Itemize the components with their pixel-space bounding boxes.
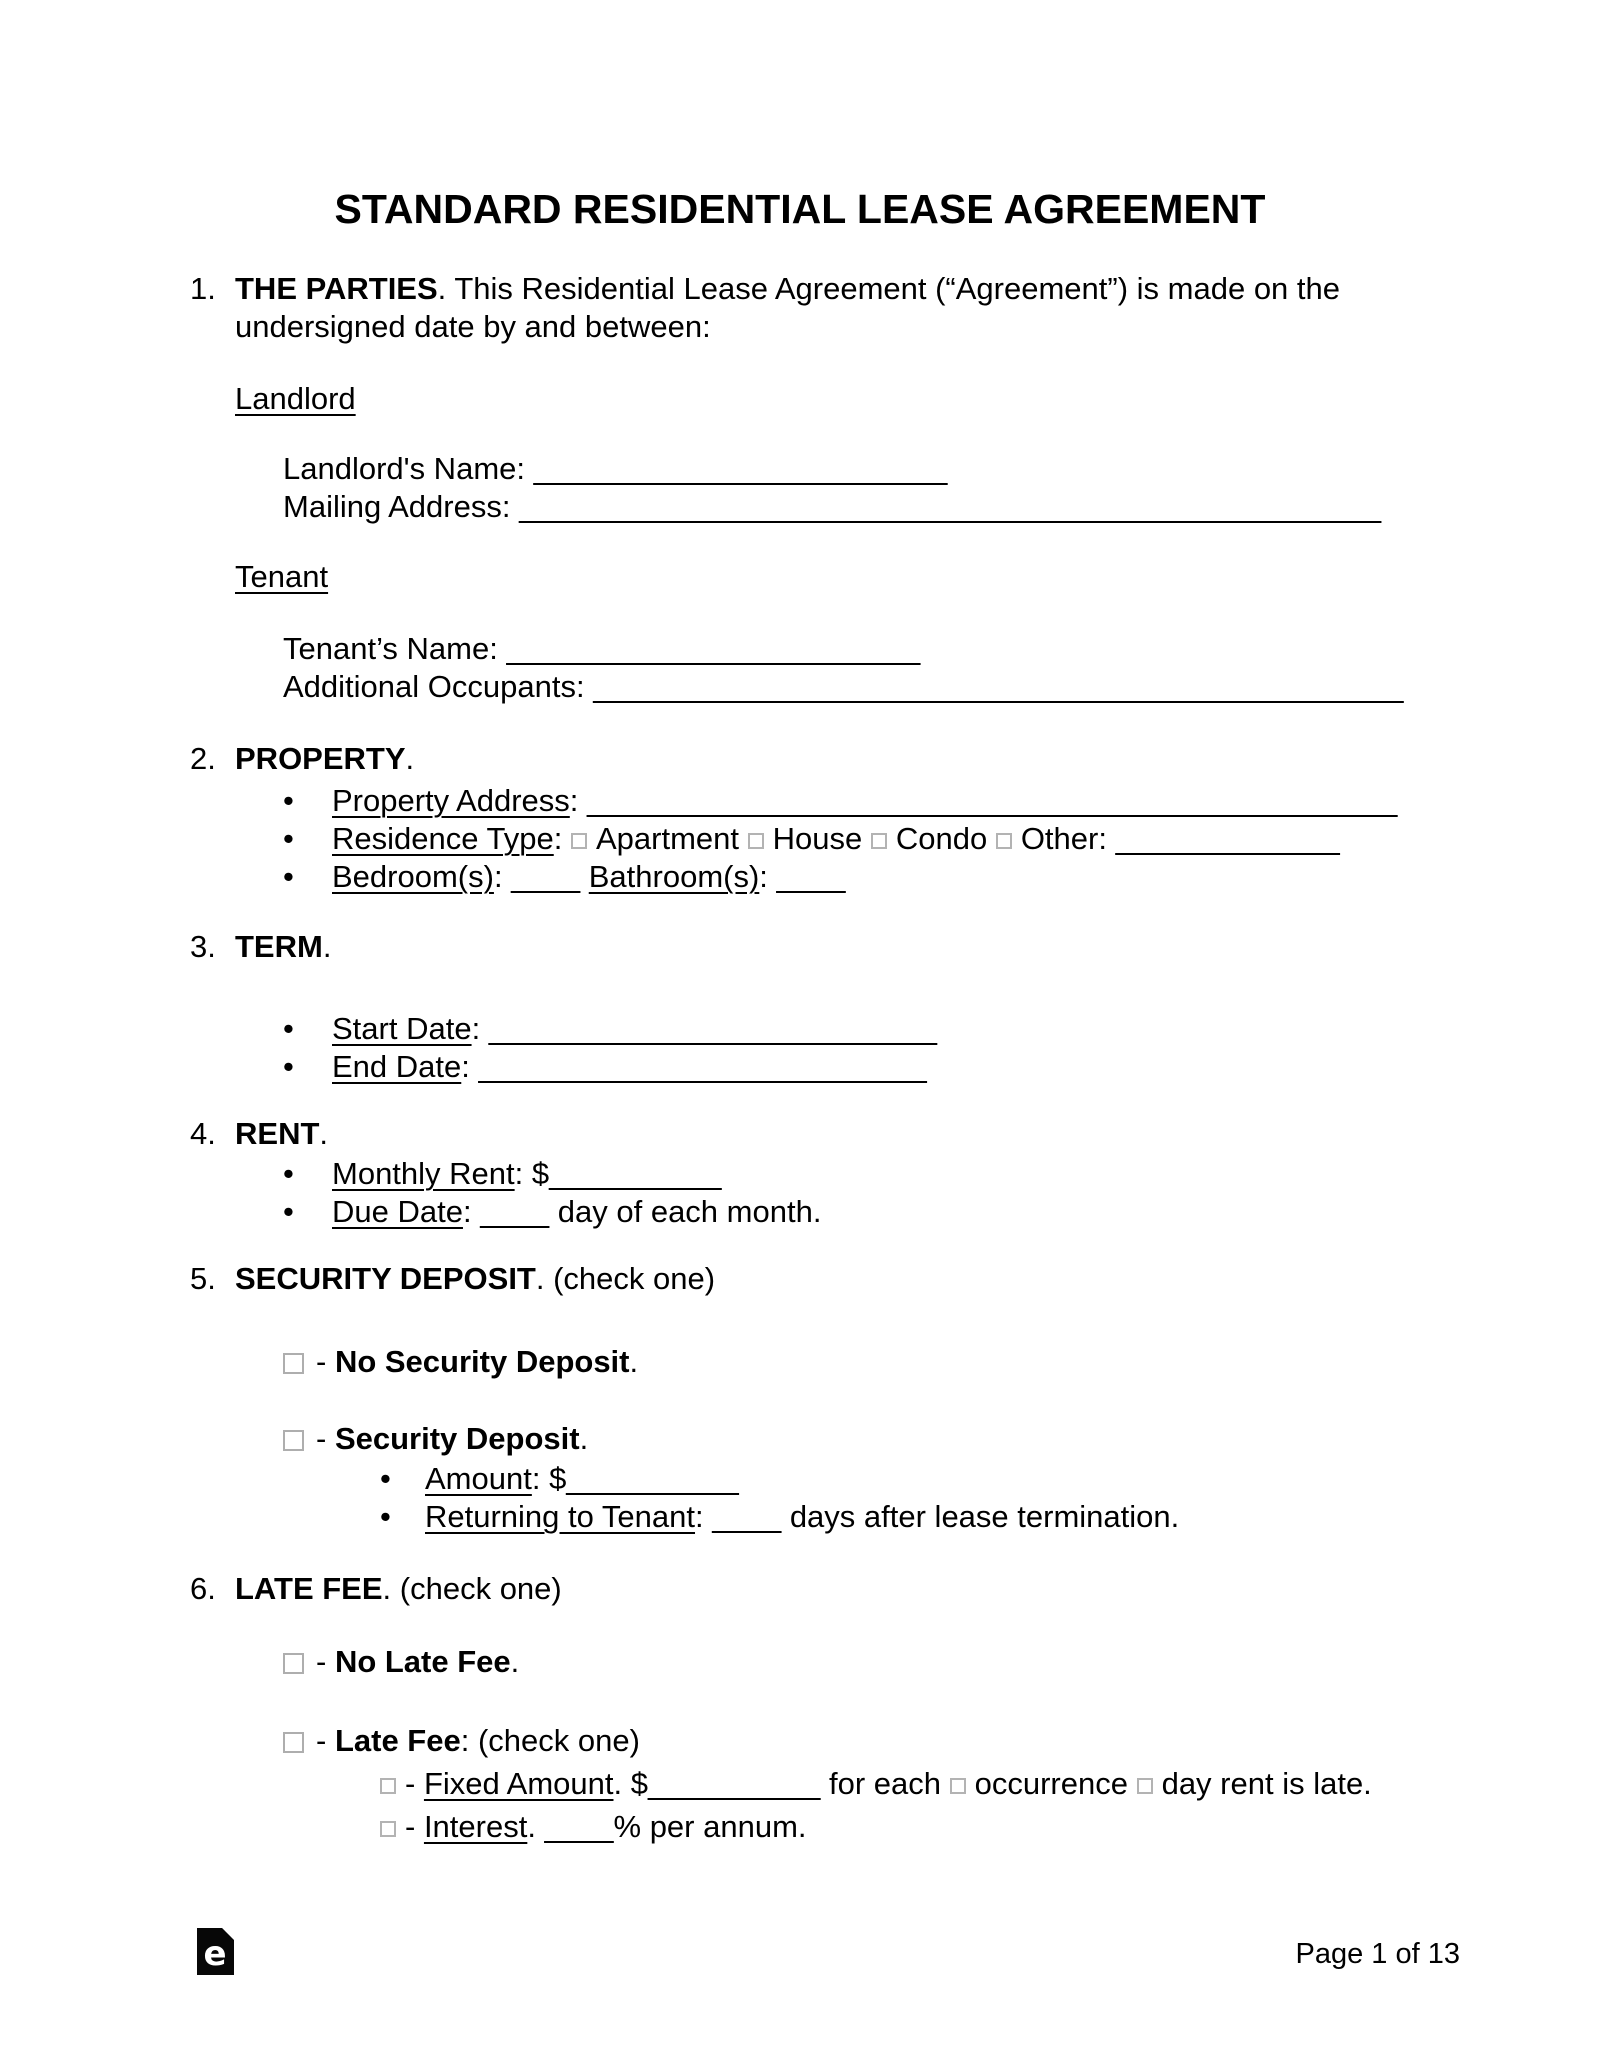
interest-dash: - — [405, 1809, 424, 1844]
section-2-number: 2. — [190, 741, 216, 776]
fixed-amount-blank: . $__________ for each — [613, 1766, 950, 1801]
fixed-amount-row — [380, 1765, 1372, 1803]
bullet-icon: • — [283, 1194, 294, 1229]
section-4-heading-period: . — [319, 1116, 329, 1151]
section-4-heading-row — [190, 1115, 328, 1153]
interest-row — [380, 1808, 807, 1846]
bullet-icon: • — [283, 783, 294, 818]
interest-label: Interest — [423, 1809, 528, 1844]
section-5-heading-rest: . (check one) — [535, 1261, 716, 1296]
residence-type-label: Residence Type — [332, 821, 554, 856]
residence-type-row — [283, 820, 1340, 858]
bullet-icon: • — [283, 859, 294, 894]
bullet-icon: • — [380, 1499, 391, 1534]
checkbox-security-deposit[interactable] — [283, 1430, 304, 1451]
section-5-number: 5. — [190, 1261, 216, 1296]
returning-to-tenant-label: Returning to Tenant — [425, 1499, 696, 1534]
end-date-row — [283, 1048, 927, 1086]
section-5-heading-row — [190, 1260, 715, 1298]
tenant-name-row — [283, 630, 920, 668]
fixed-amount-dash: - — [405, 1766, 424, 1801]
due-date-label: Due Date — [332, 1194, 463, 1229]
bedroom-label: Bedroom(s) — [332, 859, 494, 894]
no-security-deposit-row — [283, 1343, 638, 1381]
mailing-address-label: Mailing Address: — [283, 489, 511, 524]
late-fee-row — [283, 1722, 640, 1760]
no-security-deposit-period: . — [629, 1344, 639, 1379]
section-1-heading: THE PARTIES — [235, 271, 438, 306]
late-fee-label: Late Fee — [334, 1723, 461, 1758]
section-6-heading-row — [190, 1570, 562, 1608]
occurrence-label: occurrence — [974, 1766, 1137, 1801]
tenant-heading-row — [235, 558, 328, 596]
bedroom-blank: : ____ — [493, 859, 589, 894]
document-title: STANDARD RESIDENTIAL LEASE AGREEMENT — [334, 186, 1266, 232]
security-deposit-label: Security Deposit — [334, 1421, 580, 1456]
section-6-heading: LATE FEE — [235, 1571, 383, 1606]
tenant-heading: Tenant — [235, 559, 329, 594]
end-date-blank: : __________________________ — [461, 1049, 927, 1084]
checkbox-fixed-amount[interactable] — [380, 1778, 396, 1794]
section-1-number: 1. — [190, 271, 216, 306]
start-date-row — [283, 1010, 937, 1048]
monthly-rent-blank: : $__________ — [514, 1156, 722, 1191]
section-3-heading-period: . — [322, 929, 332, 964]
checkbox-house[interactable] — [748, 833, 764, 849]
mailing-address-blank: __________________________________________________ — [510, 489, 1382, 524]
section-3-number: 3. — [190, 929, 216, 964]
bedroom-bathroom-row — [283, 858, 846, 896]
no-security-deposit-label: No Security Deposit — [334, 1344, 630, 1379]
house-label: House — [772, 821, 871, 856]
additional-occupants-row — [283, 668, 1404, 706]
fixed-amount-label: Fixed Amount — [423, 1766, 614, 1801]
section-2-heading: PROPERTY — [235, 741, 406, 776]
late-fee-dash: - — [316, 1723, 335, 1758]
additional-occupants-blank: _______________________________________________ — [584, 669, 1404, 704]
security-deposit-row — [283, 1420, 588, 1458]
security-deposit-period: . — [579, 1421, 589, 1456]
condo-label: Condo — [895, 821, 996, 856]
other-label-blank: Other: _____________ — [1020, 821, 1340, 856]
eforms-logo-letter: e — [203, 1934, 227, 1974]
tenant-name-label: Tenant’s Name: — [283, 631, 498, 666]
section-6-heading-rest: . (check one) — [382, 1571, 562, 1606]
section-1-intro-line-1 — [190, 270, 1340, 308]
property-address-blank: : _______________________________________________ — [569, 783, 1398, 818]
mailing-address-row — [283, 488, 1381, 526]
start-date-label: Start Date — [332, 1011, 472, 1046]
deposit-amount-label: Amount — [425, 1461, 532, 1496]
tenant-name-blank: ________________________ — [497, 631, 921, 666]
section-3-heading: TERM — [235, 929, 323, 964]
eforms-logo — [197, 1928, 234, 1983]
start-date-blank: : __________________________ — [471, 1011, 938, 1046]
page-number: Page 1 of 13 — [1295, 1938, 1460, 1970]
checkbox-other[interactable] — [996, 833, 1012, 849]
landlord-heading-row — [235, 380, 356, 418]
checkbox-per-day[interactable] — [1137, 1778, 1153, 1794]
checkbox-condo[interactable] — [871, 833, 887, 849]
section-1-intro-line-2: undersigned date by and between: — [235, 309, 711, 344]
per-day-label: day rent is late. — [1161, 1766, 1372, 1801]
returning-to-tenant-blank: : ____ days after lease termination. — [695, 1499, 1180, 1534]
interest-blank: . ____% per annum. — [527, 1809, 807, 1844]
bullet-icon: • — [380, 1461, 391, 1496]
checkbox-occurrence[interactable] — [950, 1778, 966, 1794]
section-4-number: 4. — [190, 1116, 216, 1151]
no-late-fee-dash: - — [316, 1644, 335, 1679]
bullet-icon: • — [283, 1156, 294, 1191]
no-security-deposit-dash: - — [316, 1344, 335, 1379]
no-late-fee-label: No Late Fee — [334, 1644, 511, 1679]
due-date-row — [283, 1193, 821, 1231]
due-date-blank: : ____ day of each month. — [462, 1194, 822, 1229]
section-2-heading-period: . — [405, 741, 415, 776]
returning-to-tenant-row — [380, 1498, 1179, 1536]
section-2-heading-row — [190, 740, 414, 778]
section-4-heading: RENT — [235, 1116, 320, 1151]
landlord-heading: Landlord — [235, 381, 356, 416]
landlord-name-blank: ________________________ — [525, 451, 948, 486]
no-late-fee-row — [283, 1643, 519, 1681]
late-fee-rest: : (check one) — [460, 1723, 640, 1758]
section-6-number: 6. — [190, 1571, 216, 1606]
no-late-fee-period: . — [510, 1644, 520, 1679]
additional-occupants-label: Additional Occupants: — [283, 669, 585, 704]
deposit-amount-blank: : $__________ — [531, 1461, 739, 1496]
bathroom-label: Bathroom(s) — [588, 859, 760, 894]
checkbox-late-fee[interactable] — [283, 1732, 304, 1753]
security-deposit-dash: - — [316, 1421, 335, 1456]
checkbox-no-late-fee[interactable] — [283, 1653, 304, 1674]
residence-type-colon: : — [553, 821, 571, 856]
property-address-row — [283, 782, 1397, 820]
end-date-label: End Date — [332, 1049, 462, 1084]
bathroom-blank: : ____ — [759, 859, 846, 894]
apartment-label: Apartment — [595, 821, 748, 856]
landlord-name-label: Landlord's Name: — [283, 451, 525, 486]
property-address-label: Property Address — [332, 783, 570, 818]
monthly-rent-label: Monthly Rent — [332, 1156, 515, 1191]
landlord-name-row — [283, 450, 947, 488]
section-5-heading: SECURITY DEPOSIT — [235, 1261, 536, 1296]
bullet-icon: • — [283, 1011, 294, 1046]
checkbox-apartment[interactable] — [571, 833, 587, 849]
deposit-amount-row — [380, 1460, 739, 1498]
section-3-heading-row — [190, 928, 331, 966]
bullet-icon: • — [283, 1049, 294, 1084]
eforms-logo-icon — [197, 1928, 234, 1975]
section-1-intro-text: . This Residential Lease Agreement (“Agreement”) is made on the — [437, 271, 1341, 306]
monthly-rent-row — [283, 1155, 722, 1193]
checkbox-no-security-deposit[interactable] — [283, 1353, 304, 1374]
bullet-icon: • — [283, 821, 294, 856]
checkbox-interest[interactable] — [380, 1821, 396, 1837]
